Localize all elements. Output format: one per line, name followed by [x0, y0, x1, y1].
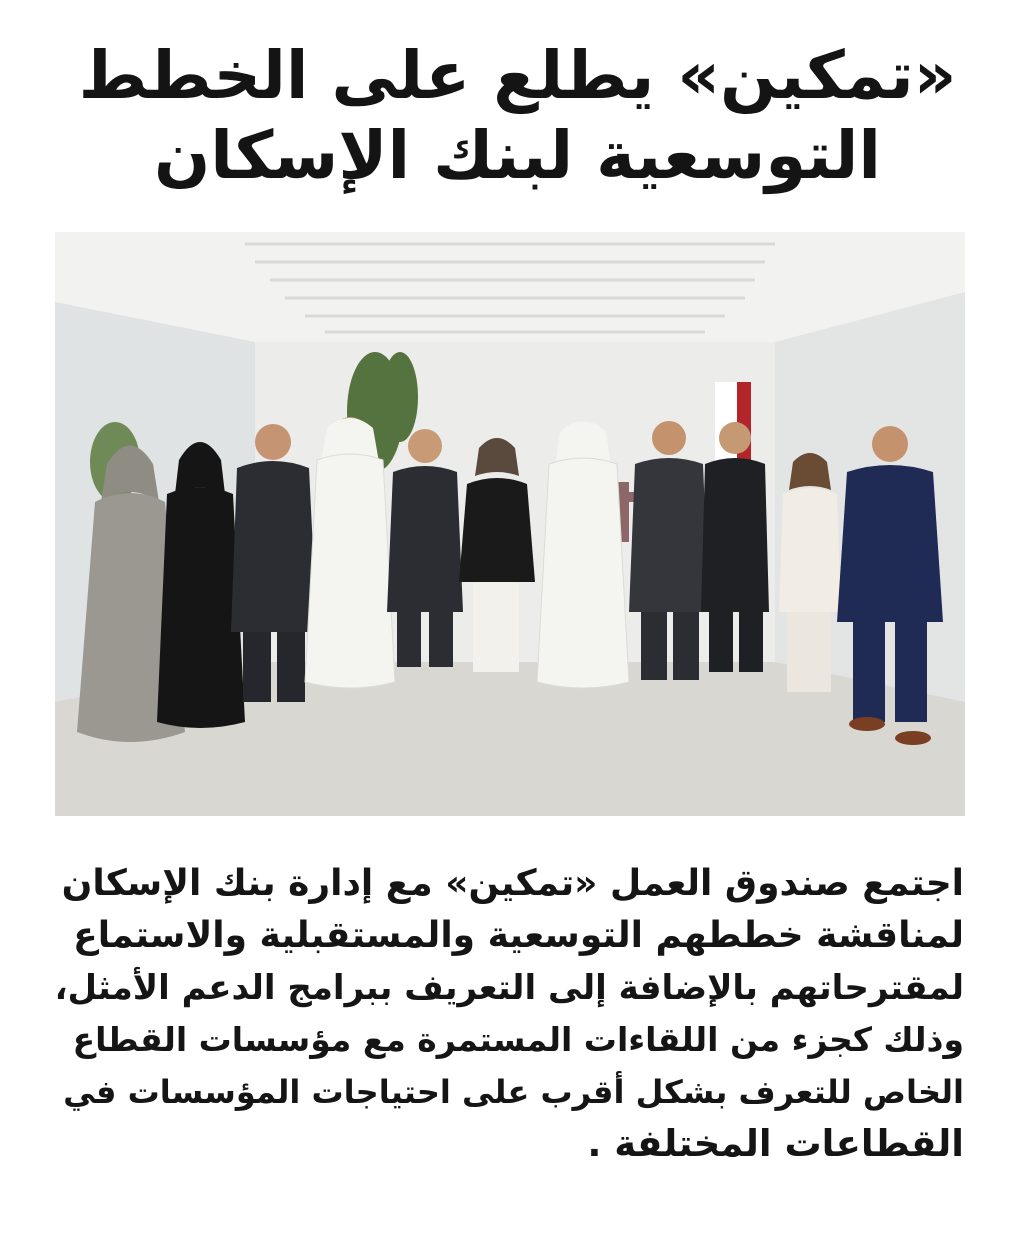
article-body: [52, 858, 964, 1170]
group-photo-illustration: [55, 232, 965, 816]
article-photo: [55, 232, 965, 816]
headline: [0, 36, 1035, 196]
body-line-1: اجتمع صندوق العمل «تمكين» مع إدارة بنك الإسكان: [61, 863, 964, 904]
body-line-4: وذلك كجزء من اللقاءات المستمرة مع مؤسسات القطاع: [72, 1020, 964, 1059]
body-line-3: لمقترحاتهم بالإضافة إلى التعريف ببرامج الدعم الأمثل،: [54, 968, 964, 1008]
headline-line-2: التوسعية لبنك الإسكان: [153, 117, 882, 194]
headline-line-1: «تمكين» يطلع على الخطط: [78, 37, 957, 114]
body-line-5: الخاص للتعرف بشكل أقرب على احتياجات المؤسسات في: [63, 1073, 964, 1111]
body-line-6: القطاعات المختلفة .: [587, 1122, 964, 1165]
body-line-2: لمناقشة خططهم التوسعية والمستقبلية والاستماع: [73, 915, 964, 956]
